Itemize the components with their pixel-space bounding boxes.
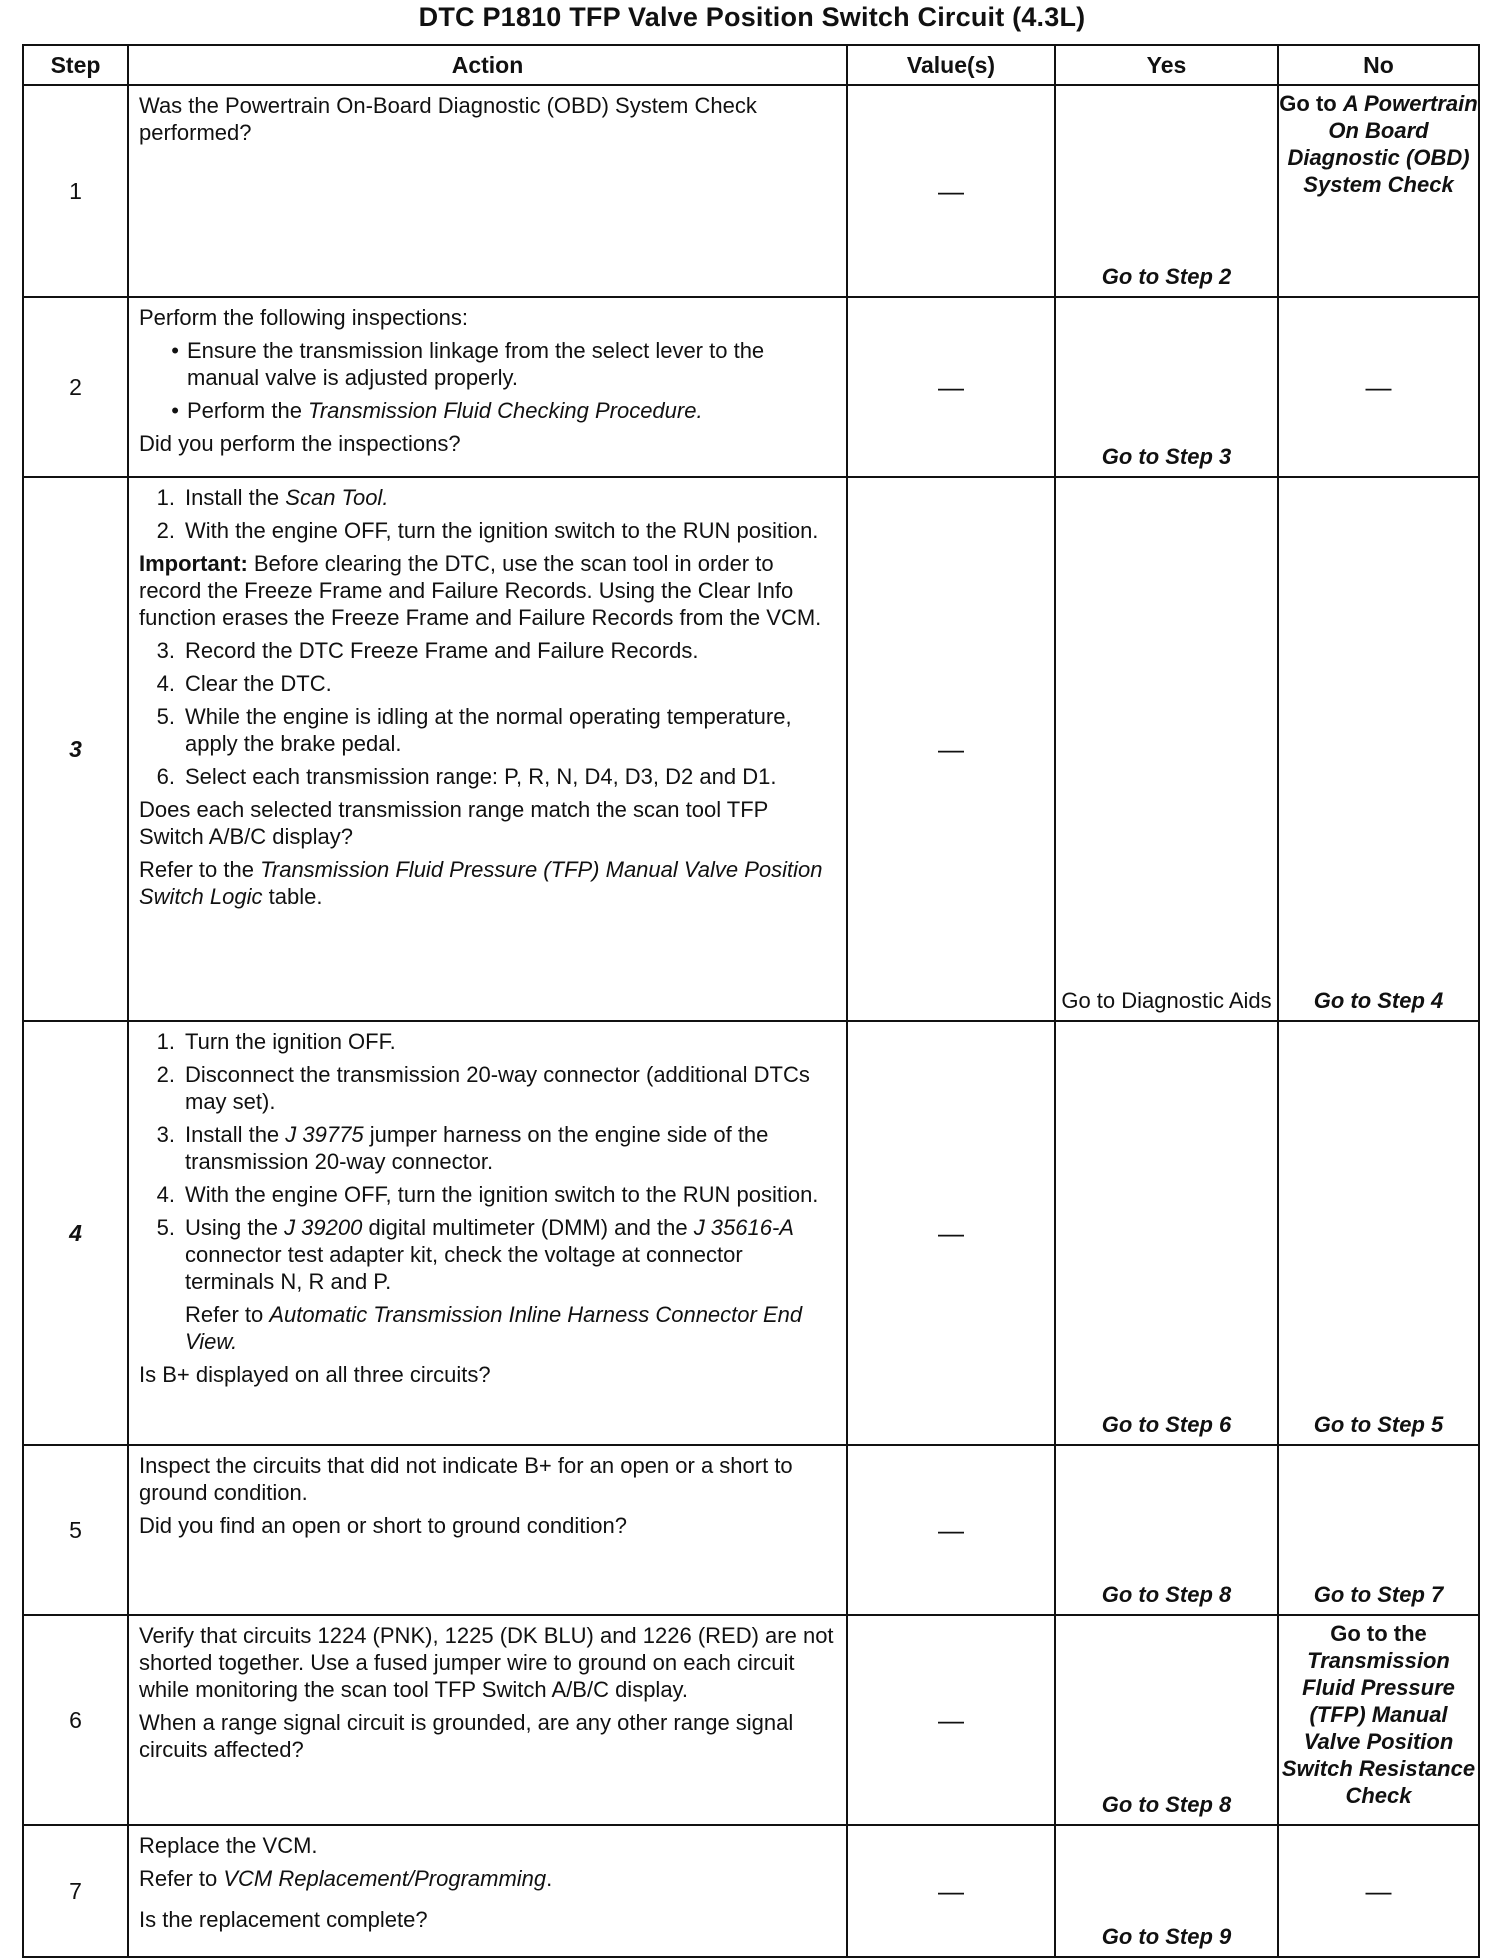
item-text: With the engine OFF, turn the ignition switch to the RUN position.	[185, 518, 819, 543]
step-number: 7	[23, 1825, 128, 1957]
item-text: Clear the DTC.	[185, 671, 332, 696]
step-number: 2	[23, 297, 128, 477]
action-question: Was the Powertrain On-Board Diagnostic (OBD) System Check performed?	[139, 93, 757, 145]
numbered-item: 5. Using the J 39200 digital multimeter (DMM) and the J 35616-A connector test adapter kit, check the voltage at connector terminals N, R and P.	[156, 1215, 794, 1294]
bullet-icon: •	[171, 338, 179, 363]
bullet-item	[139, 337, 838, 391]
table-row	[23, 477, 1479, 1021]
table-row	[23, 1445, 1479, 1615]
value-cell: —	[847, 1445, 1055, 1615]
yes-cell: Go to Step 3	[1055, 297, 1278, 477]
step-number: 5	[23, 1445, 128, 1615]
numbered-item: 1. Turn the ignition OFF.	[139, 1028, 838, 1055]
no-cell: Go to Step 7	[1278, 1445, 1479, 1615]
table-reference: Transmission Fluid Pressure (TFP) Manual Valve Position Switch Logic	[139, 857, 823, 909]
yes-cell: Go to Step 8	[1055, 1445, 1278, 1615]
yes-cell: Go to Diagnostic Aids	[1055, 477, 1278, 1021]
header-no: No	[1278, 45, 1479, 85]
tool-reference: J 35616-A	[693, 1215, 794, 1240]
table-row	[23, 1825, 1479, 1957]
value-cell: —	[847, 85, 1055, 297]
action-question: Is the replacement complete?	[139, 1907, 428, 1932]
numbered-item: 4. With the engine OFF, turn the ignition switch to the RUN position.	[139, 1181, 838, 1208]
header-action: Action	[128, 45, 847, 85]
action-question: Is B+ displayed on all three circuits?	[139, 1362, 491, 1387]
step-number: 4	[23, 1021, 128, 1445]
action-question: Does each selected transmission range match the scan tool TFP Switch A/B/C display?	[139, 797, 768, 849]
action-question: Did you find an open or short to ground condition?	[139, 1513, 627, 1538]
item-text: Disconnect the transmission 20-way connector (additional DTCs may set).	[185, 1062, 810, 1114]
tool-reference: Scan Tool.	[285, 485, 389, 510]
bullet-text: Ensure the transmission linkage from the select lever to the manual valve is adjusted properly.	[187, 338, 765, 390]
numbered-item: 3. Record the DTC Freeze Frame and Failure Records.	[139, 637, 838, 664]
step-number: 3	[23, 477, 128, 1021]
action-question: Did you perform the inspections?	[139, 431, 461, 456]
important-text: Before clearing the DTC, use the scan tool in order to record the Freeze Frame and Failure Records. Using the Clear Info function erases the Freeze Frame and Failure Records from the VCM.	[139, 551, 822, 630]
diagram-reference: Automatic Transmission Inline Harness Connector End View.	[185, 1302, 803, 1354]
no-prefix: Go to the	[1330, 1621, 1427, 1646]
no-cell	[1278, 1615, 1479, 1825]
item-text: Select each transmission range: P, R, N, D4, D3, D2 and D1.	[185, 764, 777, 789]
numbered-item: 1. Install the Scan Tool.	[156, 485, 389, 510]
tool-reference: J 39200	[284, 1215, 363, 1240]
action-cell	[128, 477, 847, 1021]
table-row	[23, 297, 1479, 477]
step-number: 6	[23, 1615, 128, 1825]
bullet-icon: •	[171, 398, 179, 423]
diagnostic-table	[22, 44, 1480, 1958]
yes-cell: Go to Step 8	[1055, 1615, 1278, 1825]
important-label: Important:	[139, 551, 248, 576]
action-text: Inspect the circuits that did not indicate B+ for an open or a short to ground condition.	[139, 1453, 793, 1505]
value-cell: —	[847, 477, 1055, 1021]
action-cell	[128, 1615, 847, 1825]
no-cell: Go to Step 4	[1278, 477, 1479, 1021]
value-cell: —	[847, 297, 1055, 477]
header-step: Step	[23, 45, 128, 85]
important-note	[139, 550, 838, 631]
action-cell	[128, 297, 847, 477]
numbered-item: 2. With the engine OFF, turn the ignition switch to the RUN position.	[139, 517, 838, 544]
procedure-reference: VCM Replacement/Programming	[223, 1866, 547, 1891]
action-text: Replace the VCM.	[139, 1833, 318, 1858]
action-cell	[128, 85, 847, 297]
action-cell	[128, 1825, 847, 1957]
reference-note: Refer to Automatic Transmission Inline Harness Connector End View.	[185, 1302, 803, 1354]
bullet-item	[139, 397, 838, 424]
item-text: Turn the ignition OFF.	[185, 1029, 396, 1054]
action-cell	[128, 1021, 847, 1445]
bullet-text: Perform the	[187, 398, 309, 423]
table-row	[23, 1021, 1479, 1445]
item-text: Record the DTC Freeze Frame and Failure Records.	[185, 638, 699, 663]
numbered-item: 6. Select each transmission range: P, R, N, D4, D3, D2 and D1.	[139, 763, 838, 790]
value-cell: —	[847, 1615, 1055, 1825]
item-text: While the engine is idling at the normal operating temperature, apply the brake pedal.	[185, 704, 792, 756]
action-text: Verify that circuits 1224 (PNK), 1225 (DK BLU) and 1226 (RED) are not shorted together. Use a fused jumper wire to ground on each circuit while monitoring the scan tool TFP Switch A/B/C display.	[139, 1623, 834, 1702]
no-cell: —	[1278, 297, 1479, 477]
header-values: Value(s)	[847, 45, 1055, 85]
table-row	[23, 85, 1479, 297]
step-number: 1	[23, 85, 128, 297]
numbered-item: 5. While the engine is idling at the normal operating temperature, apply the brake pedal.	[139, 703, 838, 757]
item-text: Install the	[185, 485, 286, 510]
no-prefix: Go to	[1279, 91, 1343, 116]
no-reference: A Powertrain On Board Diagnostic (OBD) System Check	[1287, 91, 1478, 197]
no-cell	[1278, 85, 1479, 297]
no-cell: —	[1278, 1825, 1479, 1957]
action-intro: Perform the following inspections:	[139, 305, 468, 330]
table-row	[23, 1615, 1479, 1825]
reference-note: Refer to the Transmission Fluid Pressure (TFP) Manual Valve Position Switch Logic table.	[139, 857, 823, 909]
header-row	[23, 45, 1479, 85]
yes-cell: Go to Step 2	[1055, 85, 1278, 297]
item-text: With the engine OFF, turn the ignition switch to the RUN position.	[185, 1182, 819, 1207]
numbered-item: 2. Disconnect the transmission 20-way connector (additional DTCs may set).	[139, 1061, 838, 1115]
no-reference: Transmission Fluid Pressure (TFP) Manual Valve Position Switch Resistance Check	[1281, 1648, 1476, 1808]
reference-note: Refer to VCM Replacement/Programming.	[139, 1866, 553, 1891]
action-question: When a range signal circuit is grounded, are any other range signal circuits affected?	[139, 1710, 794, 1762]
yes-cell: Go to Step 9	[1055, 1825, 1278, 1957]
numbered-item: 4. Clear the DTC.	[139, 670, 838, 697]
tool-reference: J 39775	[285, 1122, 364, 1147]
action-cell	[128, 1445, 847, 1615]
procedure-reference: Transmission Fluid Checking Procedure.	[308, 398, 703, 423]
numbered-item: 3. Install the J 39775 jumper harness on the engine side of the transmission 20-way connector.	[156, 1122, 769, 1174]
no-cell: Go to Step 5	[1278, 1021, 1479, 1445]
value-cell: —	[847, 1021, 1055, 1445]
yes-cell: Go to Step 6	[1055, 1021, 1278, 1445]
page-title: DTC P1810 TFP Valve Position Switch Circuit (4.3L)	[418, 2, 1086, 32]
header-yes: Yes	[1055, 45, 1278, 85]
value-cell: —	[847, 1825, 1055, 1957]
